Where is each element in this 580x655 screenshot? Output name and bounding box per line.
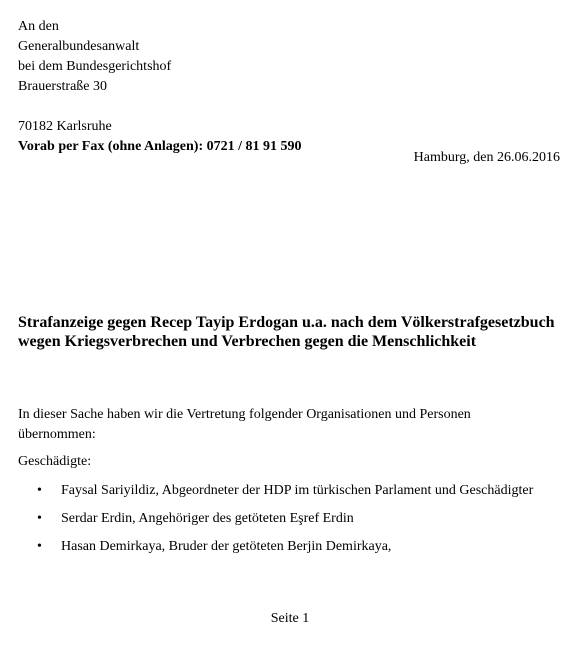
list-item: [0, 509, 580, 537]
victims-heading: Geschädigte:: [18, 454, 92, 469]
list-item-text: Serdar Erdin, Angehöriger des getöteten Eşref Erdin: [61, 511, 354, 526]
victims-list: [0, 481, 580, 565]
bullet-icon: •: [37, 539, 42, 554]
page-number: Seite 1: [270, 611, 310, 626]
recipient-line-3: bei dem Bundesgerichtshof: [18, 59, 172, 74]
list-item: [0, 481, 580, 509]
list-item-text: Faysal Sariyildiz, Abgeordneter der HDP im türkischen Parlament und Geschädigter: [61, 483, 534, 498]
bullet-icon: •: [37, 511, 42, 526]
recipient-line-1: An den: [18, 19, 59, 34]
recipient-address: [18, 17, 558, 157]
letter-subject: Strafanzeige gegen Recep Tayip Erdogan u.a. nach dem Völkerstrafgesetzbuch wegen Kriegsverbrechen und Verbrechen gegen die Menschlichkeit: [18, 314, 555, 350]
letter-date: Hamburg, den 26.06.2016: [413, 150, 560, 165]
list-item-text: Hasan Demirkaya, Bruder der getöteten Berjin Demirkaya,: [61, 539, 392, 554]
recipient-line-2: Generalbundesanwalt: [18, 39, 140, 54]
intro-paragraph: In dieser Sache haben wir die Vertretung folgender Organisationen und Personen übernommen:: [18, 407, 471, 442]
fax-notice: Vorab per Fax (ohne Anlagen): 0721 / 81 91 590: [18, 139, 302, 154]
recipient-city: 70182 Karlsruhe: [18, 119, 112, 134]
address-spacer: [18, 97, 558, 117]
bullet-icon: •: [37, 483, 42, 498]
recipient-line-4: Brauerstraße 30: [18, 79, 108, 94]
list-item: [0, 537, 580, 565]
